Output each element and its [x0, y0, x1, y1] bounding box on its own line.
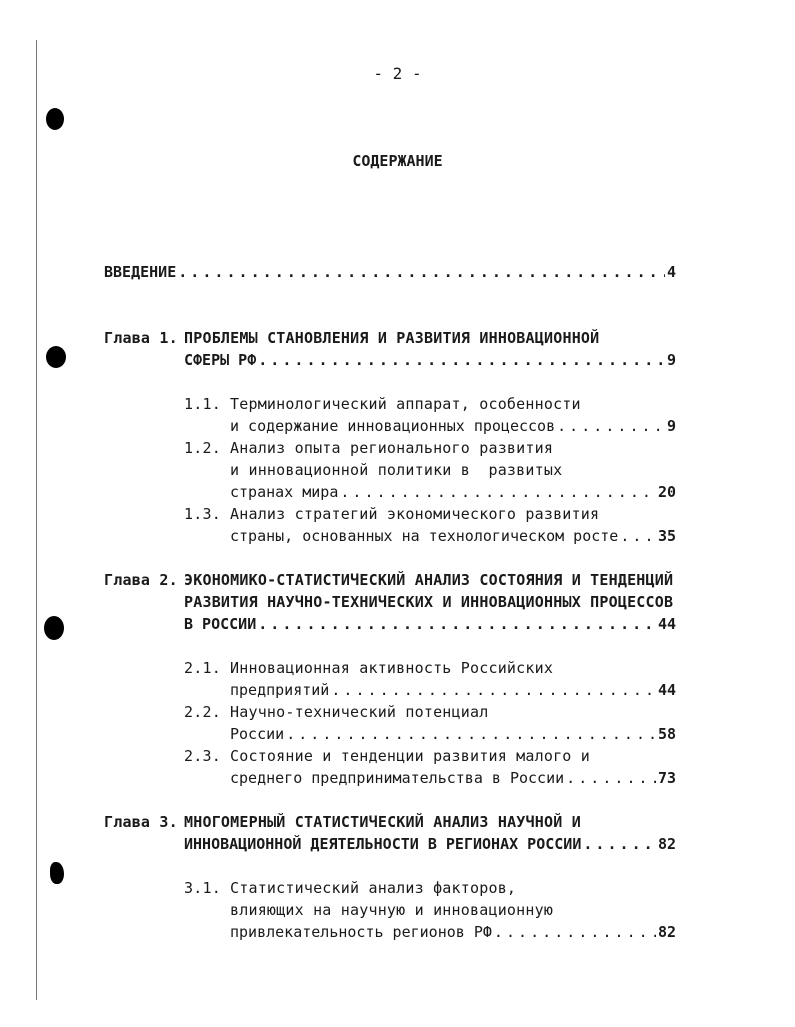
section-title-line: странах мира — [230, 483, 339, 501]
punch-hole-mark — [50, 862, 64, 884]
section-number: 2.1. — [184, 659, 221, 677]
toc-page-number: 44 — [657, 681, 676, 699]
toc-page-number: 82 — [657, 835, 676, 853]
section-title-line: и инновационной политики в развитых — [230, 461, 563, 479]
leader-dots — [258, 350, 665, 370]
scan-edge-line — [36, 40, 37, 1000]
section-title-line: Терминологический аппарат, особенности — [230, 395, 581, 413]
chapter-title-line: ИННОВАЦИОННОЙ ДЕЯТЕЛЬНОСТИ В РЕГИОНАХ РОССИИ — [184, 835, 582, 853]
punch-hole-mark — [44, 616, 64, 640]
leader-dots — [286, 724, 656, 744]
leader-dots — [178, 262, 665, 282]
section-title-line: Научно-технический потенциал — [230, 703, 489, 721]
chapter-title-line: РАЗВИТИЯ НАУЧНО-ТЕХНИЧЕСКИХ И ИННОВАЦИОННЫХ ПРОЦЕССОВ — [184, 593, 674, 611]
chapter-prefix: Глава 3. — [104, 813, 178, 831]
leader-dots — [557, 416, 665, 436]
section-number: 1.2. — [184, 439, 221, 457]
section-title-line: привлекательность регионов РФ — [230, 923, 492, 941]
toc-page-number: 44 — [657, 615, 676, 633]
chapter-title-line: СФЕРЫ РФ — [184, 351, 257, 369]
chapter-title-last-line — [184, 834, 676, 854]
toc-page-number: 73 — [657, 769, 676, 787]
section-title-line: влияющих на научную и инновационную — [230, 901, 554, 919]
section-title-last-line — [230, 482, 676, 502]
leader-dots — [583, 834, 656, 854]
section-title-line: предприятий — [230, 681, 330, 699]
toc-page-number: 20 — [657, 483, 676, 501]
leader-dots — [258, 614, 656, 634]
section-title-last-line — [230, 724, 676, 744]
section-title-line: Состояние и тенденции развития малого и — [230, 747, 590, 765]
section-title-line: среднего предпринимательства в России — [230, 769, 565, 787]
section-number: 2.3. — [184, 747, 221, 765]
chapter-prefix: Глава 1. — [104, 329, 178, 347]
section-number: 3.1. — [184, 879, 221, 897]
chapter-prefix: Глава 2. — [104, 571, 178, 589]
section-title-line: Анализ стратегий экономического развития — [230, 505, 600, 523]
leader-dots — [494, 922, 656, 942]
toc-page-number: 9 — [666, 351, 676, 369]
section-title-line: Статистический анализ факторов, — [230, 879, 517, 897]
section-title-last-line — [230, 416, 676, 436]
toc-page-number: 82 — [657, 923, 676, 941]
section-title-line: России — [230, 725, 285, 743]
chapter-title-line: В РОССИИ — [184, 615, 257, 633]
chapter-title-line: ПРОБЛЕМЫ СТАНОВЛЕНИЯ И РАЗВИТИЯ ИННОВАЦИОННОЙ — [184, 329, 600, 347]
toc-page-number: 58 — [657, 725, 676, 743]
section-title-last-line — [230, 768, 676, 788]
section-number: 2.2. — [184, 703, 221, 721]
toc-entry-intro — [104, 262, 676, 282]
leader-dots — [566, 768, 656, 788]
chapter-title-line: МНОГОМЕРНЫЙ СТАТИСТИЧЕСКИЙ АНАЛИЗ НАУЧНОЙ И — [184, 813, 581, 831]
page-number: - 2 - — [373, 64, 422, 83]
section-number: 1.1. — [184, 395, 221, 413]
section-title-last-line — [230, 526, 676, 546]
toc-page-number: 4 — [666, 263, 676, 281]
section-title-line: страны, основанных на технологическом росте — [230, 527, 619, 545]
toc-page-number: 9 — [666, 417, 676, 435]
section-title-line: Анализ опыта регионального развития — [230, 439, 554, 457]
toc-page-number: 35 — [657, 527, 676, 545]
punch-hole-mark — [46, 346, 66, 368]
section-title-last-line — [230, 922, 676, 942]
section-title-line: и содержание инновационных процессов — [230, 417, 556, 435]
chapter-title-last-line — [184, 614, 676, 634]
chapter-title-last-line — [184, 350, 676, 370]
leader-dots — [620, 526, 656, 546]
chapter-title-line: ЭКОНОМИКО-СТАТИСТИЧЕСКИЙ АНАЛИЗ СОСТОЯНИЯ И ТЕНДЕНЦИЙ — [184, 571, 674, 589]
punch-hole-mark — [46, 108, 64, 130]
leader-dots — [340, 482, 656, 502]
section-number: 1.3. — [184, 505, 221, 523]
section-title-line: Инновационная активность Российских — [230, 659, 554, 677]
leader-dots — [331, 680, 656, 700]
toc-heading: СОДЕРЖАНИЕ — [352, 152, 443, 170]
toc-entry-label: ВВЕДЕНИЕ — [104, 263, 177, 281]
section-title-last-line — [230, 680, 676, 700]
